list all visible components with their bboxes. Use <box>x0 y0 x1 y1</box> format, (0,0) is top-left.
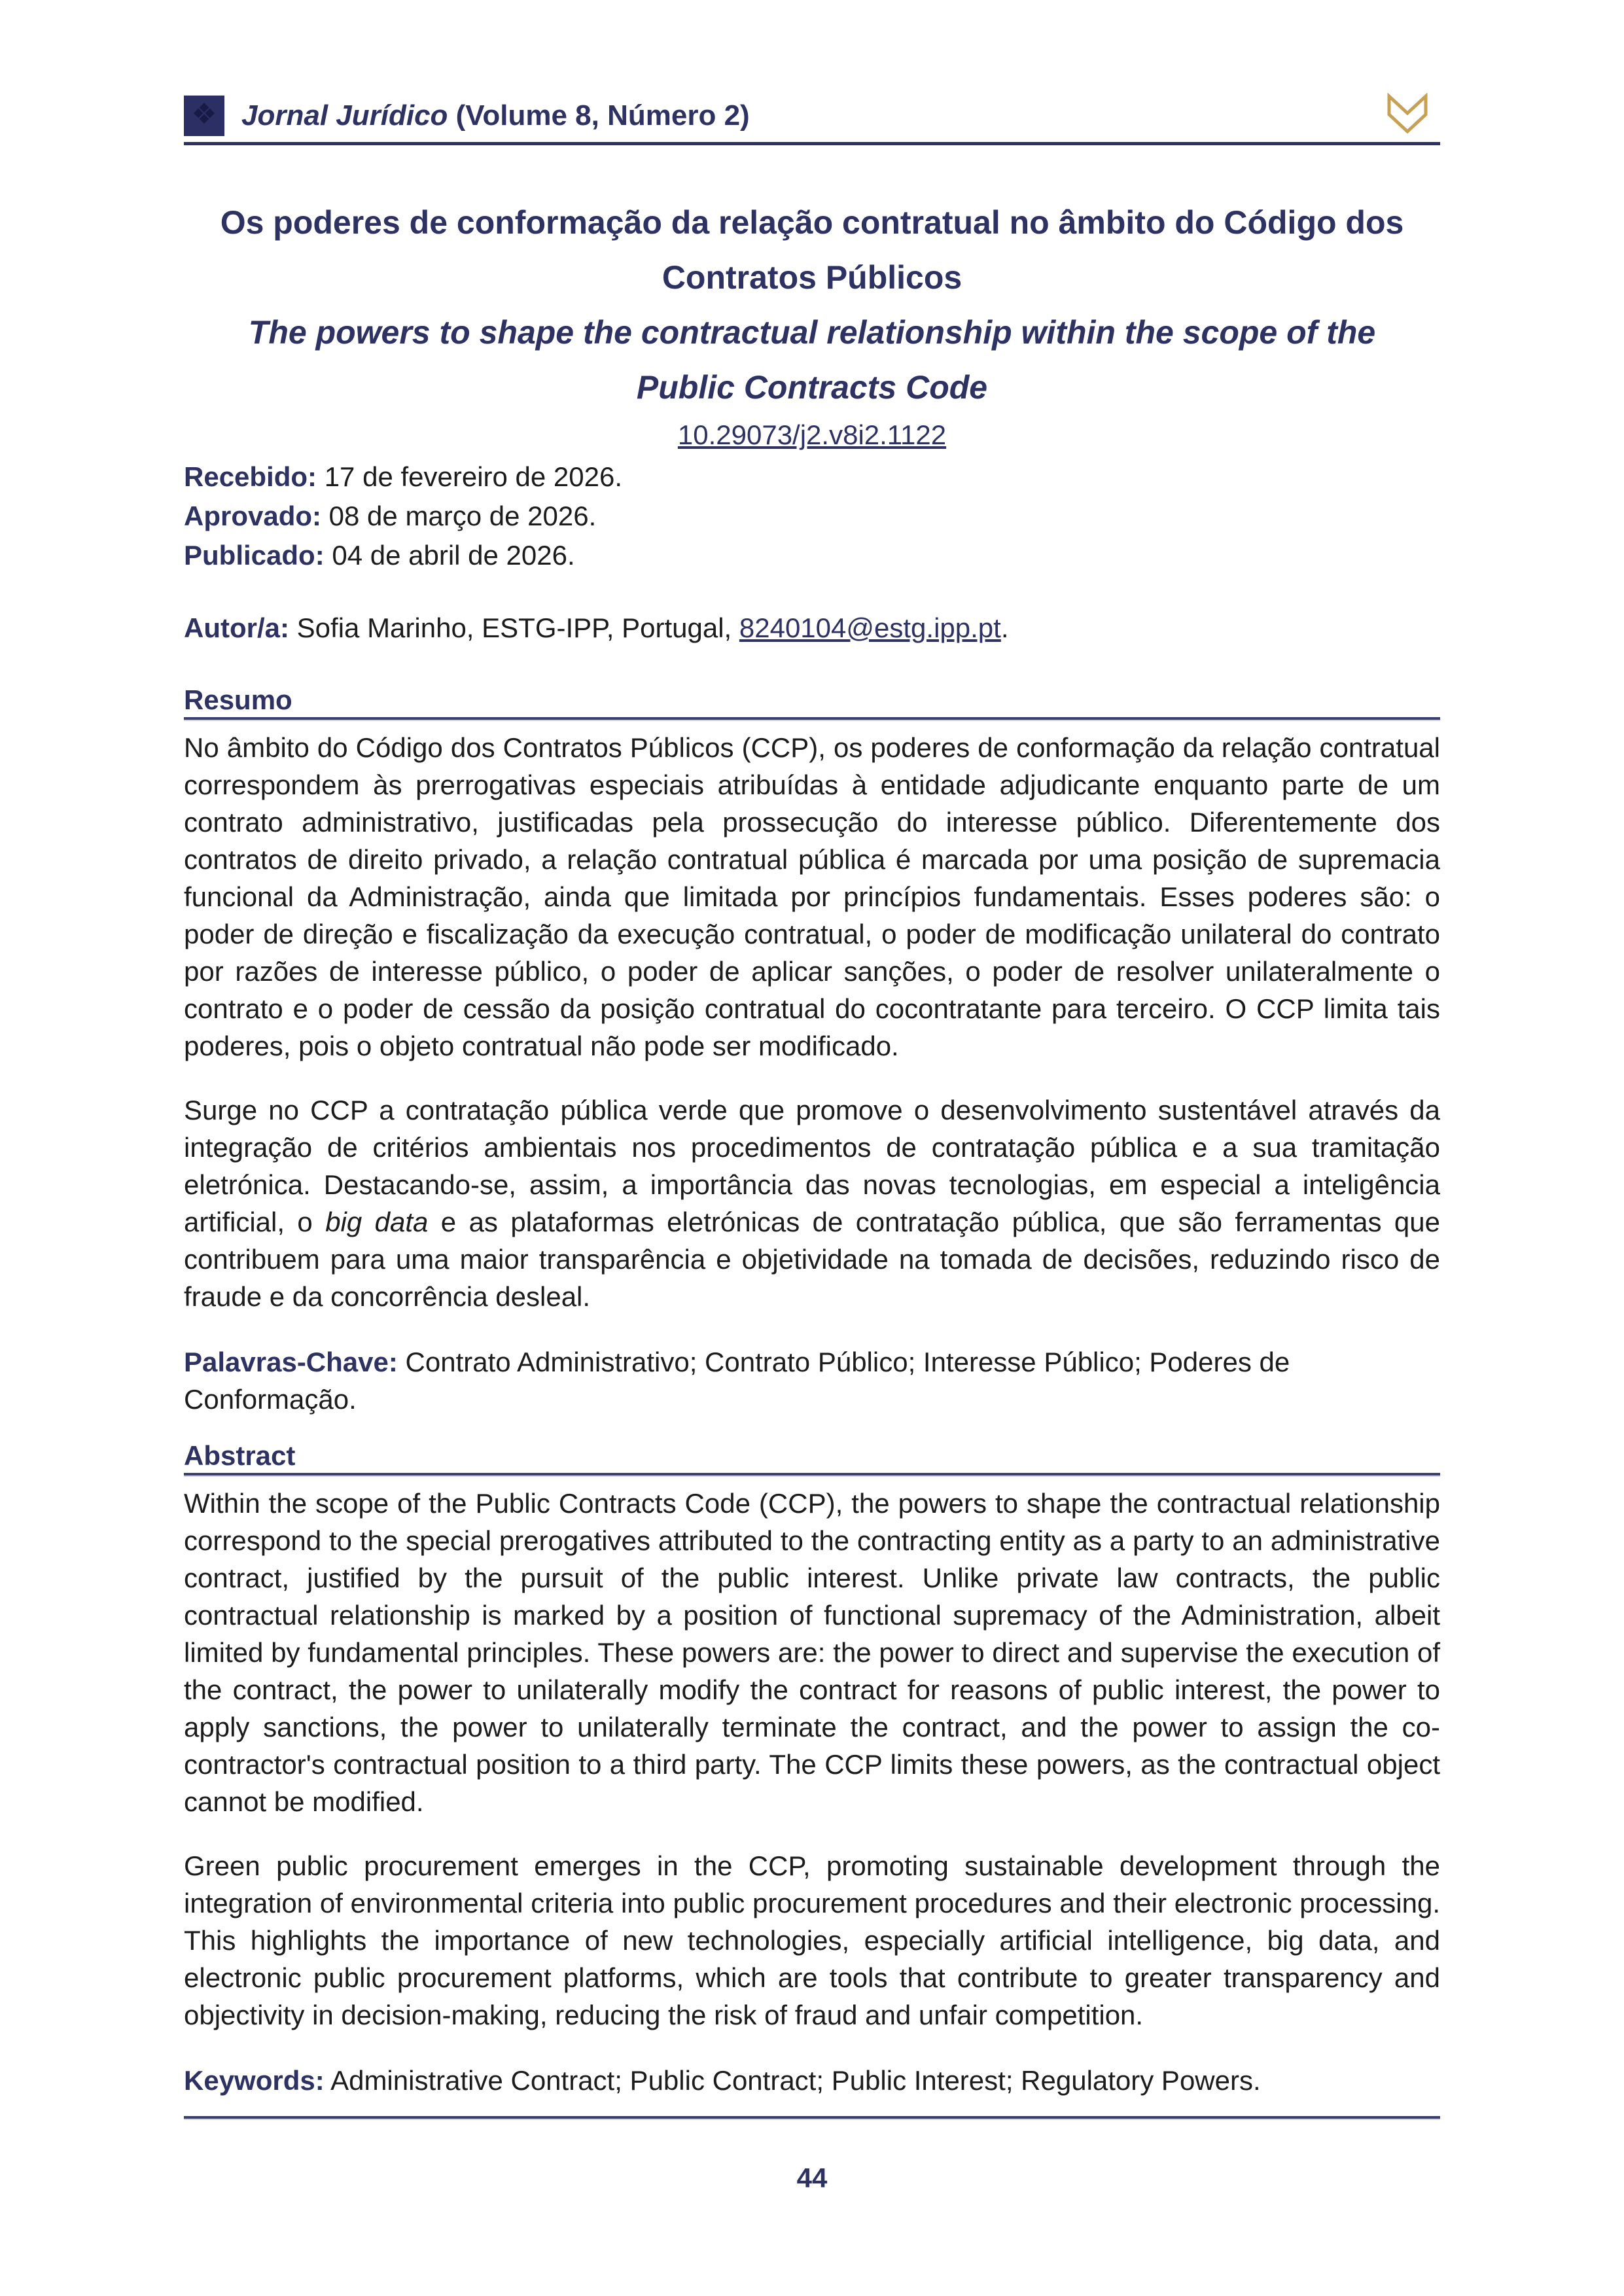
resumo-paragraph-1: No âmbito do Código dos Contratos Públicos (CCP), os poderes de conformação da relação contratual correspondem às prerrogativas especiais atribuídas à entidade adjudicante enquanto parte de um contrato administrativo, justificadas pela prossecução do interesse público. Diferentemente dos contratos de direito privado, a relação contratual pública é marcada por uma posição de supremacia funcional da Administração, ainda que limitada por princípios fundamentais. Esses poderes são: o poder de direção e fiscalização da execução contratual, o poder de modificação unilateral do contrato por razões de interesse público, o poder de aplicar sanções, o poder de resolver unilateralmente o contrato e o poder de cessão da posição contratual do cocontratante para terceiro. O CCP limita tais poderes, pois o objeto contratual não pode ser modificado. <box>184 732 1440 1061</box>
journal-name: Jornal Jurídico <box>241 99 448 132</box>
resumo-paragraph-2 <box>184 1091 1440 1315</box>
author-text: Sofia Marinho, ESTG-IPP, Portugal, <box>289 612 739 643</box>
approved-value: 08 de março de 2026. <box>321 501 597 531</box>
title-pt-line-2: Contratos Públicos <box>662 259 962 296</box>
title-pt-line-1: Os poderes de conformação da relação contratual no âmbito do Código dos <box>220 204 1404 241</box>
journal-logo-icon <box>184 96 224 136</box>
abstract-divider <box>184 1473 1440 1475</box>
author-label: Autor/a: <box>184 612 289 643</box>
resumo-p2-pre: Surge no CCP a contratação pública verde que promove o desenvolvimento sustentável através da integração de critérios ambientais nos procedimentos de contratação pública e a sua tramitação eletrónica. Destacando-se, assim, a importância das novas tecnologias, em especial a inteligência artificial, o <box>184 1095 1440 1237</box>
resumo-p2-italic: big data <box>325 1207 429 1237</box>
article-title-block <box>184 195 1440 415</box>
palavras-chave-text: Contrato Administrativo; Contrato Público; Interesse Público; Poderes de Conformação. <box>184 1347 1290 1415</box>
chevron-down-icon <box>1385 93 1430 138</box>
published-label: Publicado: <box>184 540 325 571</box>
abstract-paragraph-2: Green public procurement emerges in the CCP, promoting sustainable development through the integration of environmental criteria into public procurement procedures and their electronic processing. This highlights the importance of new technologies, especially artificial intelligence, big data, and electronic public procurement platforms, which are tools that contribute to greater transparency and objectivity in decision-making, reducing the risk of fraud and unfair competition. <box>184 1850 1440 2030</box>
resumo-p2-post: e as plataformas eletrónicas de contratação pública, que são ferramentas que contribuem para uma maior transparência e objetividade na tomada de decisões, reduzindo risco de fraude e da concorrência desleal. <box>184 1207 1441 1312</box>
received-line <box>184 457 1440 497</box>
title-en-line-2: Public Contracts Code <box>636 369 988 406</box>
end-divider <box>184 2116 1440 2119</box>
journal-issue: (Volume 8, Número 2) <box>448 99 750 132</box>
palavras-chave-line <box>184 1343 1440 1418</box>
abstract-heading: Abstract <box>184 1440 296 1471</box>
published-value: 04 de abril de 2026. <box>324 540 575 571</box>
title-en-line-1: The powers to shape the contractual relationship within the scope of the <box>248 314 1376 351</box>
keywords-text: Administrative Contract; Public Contract; Public Interest; Regulatory Powers. <box>324 2065 1261 2096</box>
resumo-heading: Resumo <box>184 684 292 715</box>
approved-label: Aprovado: <box>184 501 321 531</box>
author-email-link[interactable]: 8240104@estg.ipp.pt <box>739 612 1001 643</box>
resumo-divider <box>184 717 1440 720</box>
approved-line <box>184 497 1440 536</box>
doi-link[interactable]: 10.29073/j2.v8i2.1122 <box>677 419 947 450</box>
received-value: 17 de fevereiro de 2026. <box>317 461 623 492</box>
ornament-cross-icon: ❖ <box>191 98 217 130</box>
abstract-paragraph-1: Within the scope of the Public Contracts Code (CCP), the powers to shape the contractual relationship correspond to the special prerogatives attributed to the contracting entity as a party to an administrative contract, justified by the pursuit of the public interest. Unlike private law contracts, the public contractual relationship is marked by a position of functional supremacy of the Administration, albeit limited by fundamental principles. These powers are: the power to direct and supervise the execution of the contract, the power to unilaterally modify the contract for reasons of public interest, the power to apply sanctions, the power to unilaterally terminate the contract, and the power to assign the co-contractor's contractual position to a third party. The CCP limits these powers, as the contractual object cannot be modified. <box>184 1488 1440 1817</box>
keywords-line <box>184 2062 1440 2099</box>
page-header <box>184 0 1440 145</box>
author-suffix: . <box>1000 612 1009 643</box>
doi-line <box>184 416 1440 453</box>
published-line <box>184 536 1440 575</box>
journal-title <box>241 99 750 132</box>
keywords-label: Keywords: <box>184 2065 325 2096</box>
dates-block <box>184 457 1440 575</box>
palavras-chave-label: Palavras-Chave: <box>184 1347 398 1377</box>
page-number: 44 <box>796 2163 828 2193</box>
author-line <box>184 609 1440 646</box>
received-label: Recebido: <box>184 461 317 492</box>
